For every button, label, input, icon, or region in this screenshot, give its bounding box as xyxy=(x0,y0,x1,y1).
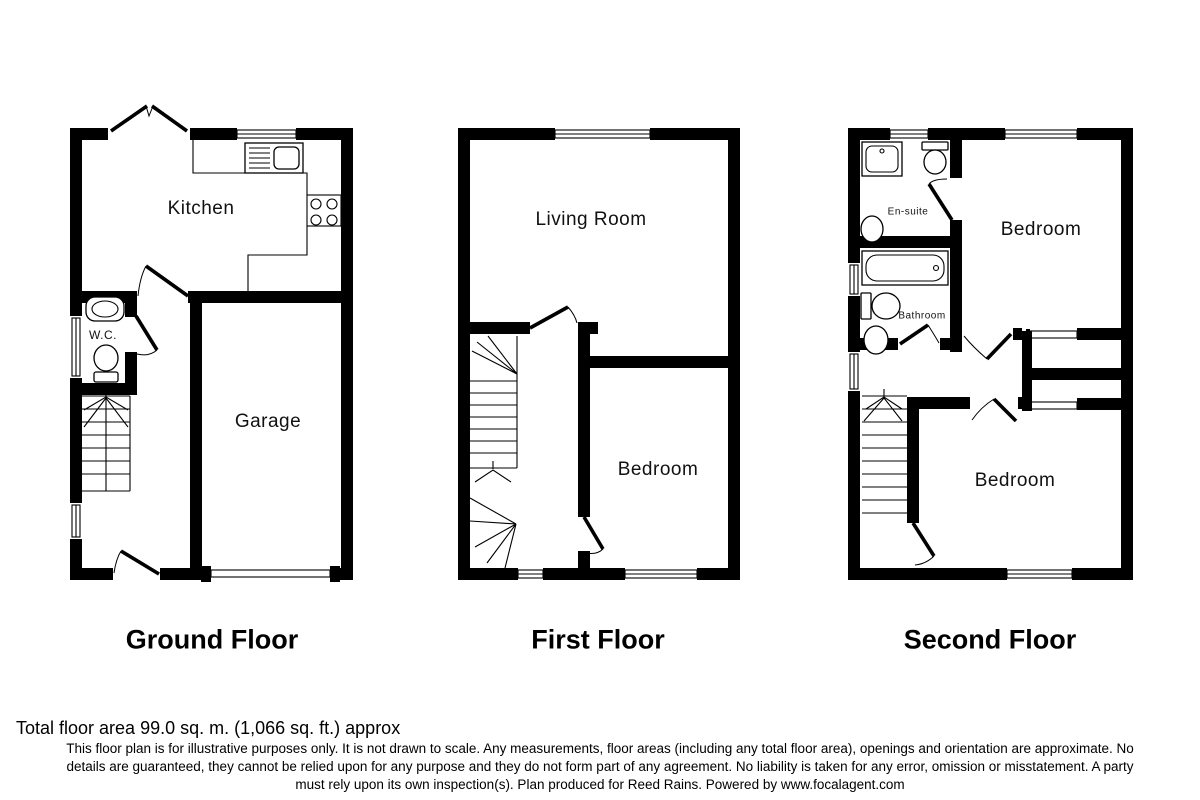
wc-toilet-icon xyxy=(94,345,118,382)
second-bedroom2-door xyxy=(972,399,1016,421)
ensuite-window xyxy=(886,128,932,140)
first-stairs xyxy=(470,336,517,568)
second-landing-window xyxy=(848,348,860,395)
first-bedroom-door xyxy=(584,517,603,554)
wc-door xyxy=(136,316,157,355)
ground-floor-plan xyxy=(70,106,353,582)
disclaimer xyxy=(0,740,1200,794)
ground-stairs xyxy=(82,388,130,491)
room-label-wc: W.C. xyxy=(89,328,117,342)
room-label-bedroom-first: Bedroom xyxy=(617,459,699,480)
bath-icon xyxy=(862,251,948,285)
second-floor-plan xyxy=(848,128,1133,580)
room-label-bedroom-top: Bedroom xyxy=(1000,219,1082,240)
bathroom-window xyxy=(848,259,860,300)
second-bedroom2-window xyxy=(1003,568,1076,580)
disclaimer-line: must rely upon its own inspection(s). Plan produced for Reed Rains. Powered by www.focalagent.com xyxy=(295,777,905,792)
room-label-bedroom-bottom: Bedroom xyxy=(974,470,1056,491)
wc-window xyxy=(70,312,82,382)
landing-window xyxy=(514,568,547,580)
room-label-living-room: Living Room xyxy=(535,209,647,230)
shower-icon xyxy=(862,142,902,176)
first-floor-plan xyxy=(458,128,740,580)
ensuite-basin-icon xyxy=(861,216,883,242)
ensuite-door xyxy=(929,179,952,220)
bathroom-basin-icon xyxy=(864,326,888,354)
second-bedroom2-entry-door xyxy=(913,523,934,565)
room-label-garage: Garage xyxy=(234,411,302,432)
living-room-door xyxy=(530,307,577,328)
ground-floor-title: Ground Floor xyxy=(125,624,299,655)
hob-icon xyxy=(307,195,341,226)
wc-basin-icon xyxy=(86,297,124,321)
second-bedroom1-door xyxy=(964,334,1011,359)
patio-doors xyxy=(111,106,187,131)
disclaimer-line: This floor plan is for illustrative purposes only. It is not drawn to scale. Any measurements, floor areas (including any total floor area), openings and orientation are approximate. No xyxy=(66,741,1134,756)
bedroom-window xyxy=(621,568,701,580)
living-room-window xyxy=(551,128,654,140)
room-label-ensuite: En-suite xyxy=(887,206,929,218)
room-label-bathroom: Bathroom xyxy=(898,310,946,322)
second-bedroom1-window xyxy=(1001,128,1081,140)
kitchen-door xyxy=(138,266,188,296)
kitchen-sink-icon xyxy=(245,143,303,173)
kitchen-window xyxy=(233,128,300,140)
second-floor-title: Second Floor xyxy=(903,624,1077,655)
room-label-kitchen: Kitchen xyxy=(167,198,235,219)
bathroom-toilet-icon xyxy=(861,293,900,319)
second-stairs xyxy=(862,389,907,513)
bathroom-door xyxy=(900,325,939,344)
disclaimer-line: details are guaranteed, they cannot be relied upon for any purpose and they do not form part of any agreement. No liability is taken for any error, omission or misstatement. A party xyxy=(66,759,1134,774)
total-floor-area: Total floor area 99.0 sq. m. (1,066 sq. ft.) approx xyxy=(16,718,401,738)
first-floor-title: First Floor xyxy=(531,624,665,655)
ensuite-toilet-icon xyxy=(922,142,948,174)
